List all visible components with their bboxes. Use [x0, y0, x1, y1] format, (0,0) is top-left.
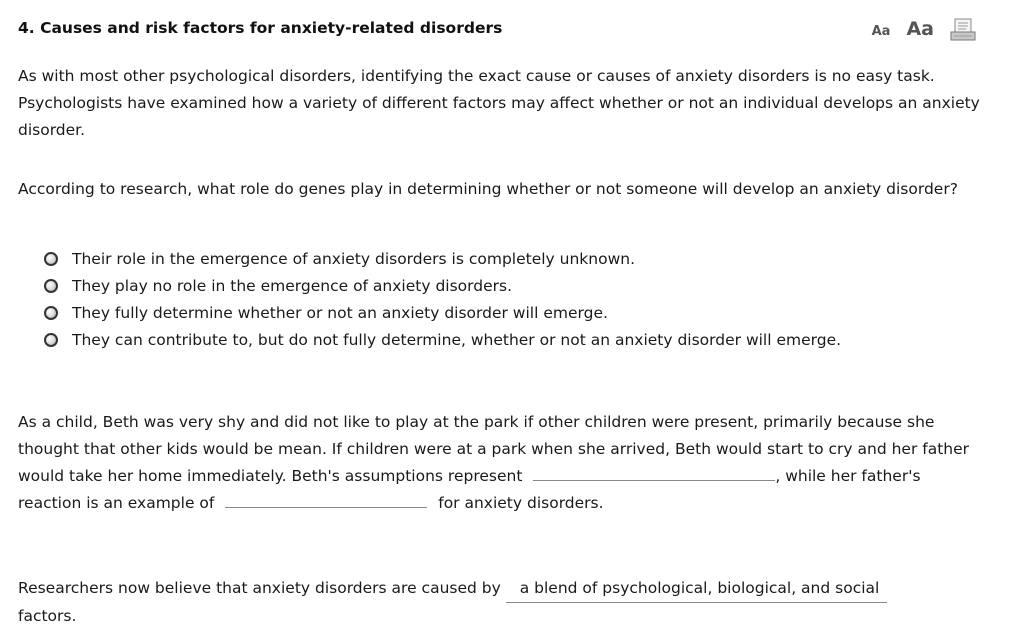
option-label: They play no role in the emergence of anxiety disorders.	[72, 276, 513, 295]
beth-text-part2: , while her father's reaction is an example of	[18, 467, 921, 512]
blank-assumptions-dropdown[interactable]	[533, 463, 775, 481]
question-title: 4. Causes and risk factors for anxiety-related disorders	[18, 19, 503, 37]
increase-font-button[interactable]: Aa	[906, 18, 934, 40]
radio-button[interactable]	[44, 333, 58, 347]
beth-scenario	[18, 409, 988, 517]
option-fully-determine[interactable]	[44, 299, 841, 326]
researchers-answer-dropdown[interactable]: a blend of psychological, biological, and social	[506, 575, 888, 603]
researchers-statement	[18, 575, 988, 630]
intro-paragraph: As with most other psychological disorders, identifying the exact cause or causes of anxiety disorders is no easy task. Psychologists have examined how a variety of different factors may affect whether or not an individual develops an anxiety disorder.	[18, 67, 980, 139]
option-label: They can contribute to, but do not fully determine, whether or not an anxiety disorder will emerge.	[72, 330, 842, 349]
genes-question-prompt: According to research, what role do genes play in determining whether or not someone will develop an anxiety disorder?	[18, 180, 958, 198]
beth-text-part3: for anxiety disorders.	[438, 494, 604, 512]
print-icon[interactable]	[950, 18, 976, 42]
radio-button[interactable]	[44, 279, 58, 293]
researchers-text-after: factors.	[18, 607, 77, 625]
researchers-text-before: Researchers now believe that anxiety disorders are caused by	[18, 579, 501, 597]
answer-options	[44, 245, 841, 353]
option-label: They fully determine whether or not an anxiety disorder will emerge.	[72, 303, 608, 322]
option-label: Their role in the emergence of anxiety disorders is completely unknown.	[72, 249, 636, 268]
blank-reaction-dropdown[interactable]	[225, 490, 427, 508]
decrease-font-button[interactable]: Aa	[871, 24, 891, 39]
radio-button[interactable]	[44, 252, 58, 266]
option-no-role[interactable]	[44, 272, 841, 299]
option-unknown[interactable]	[44, 245, 841, 272]
beth-text-part1: As a child, Beth was very shy and did not like to play at the park if other children were present, primarily because she thought that other kids would be mean. If children were at a park when she arrived, Beth would start to cry and her father would take her home immediately. Beth's assumptions represent	[18, 413, 970, 485]
font-size-controls	[872, 18, 934, 40]
radio-button[interactable]	[44, 306, 58, 320]
option-contribute[interactable]	[44, 326, 841, 353]
